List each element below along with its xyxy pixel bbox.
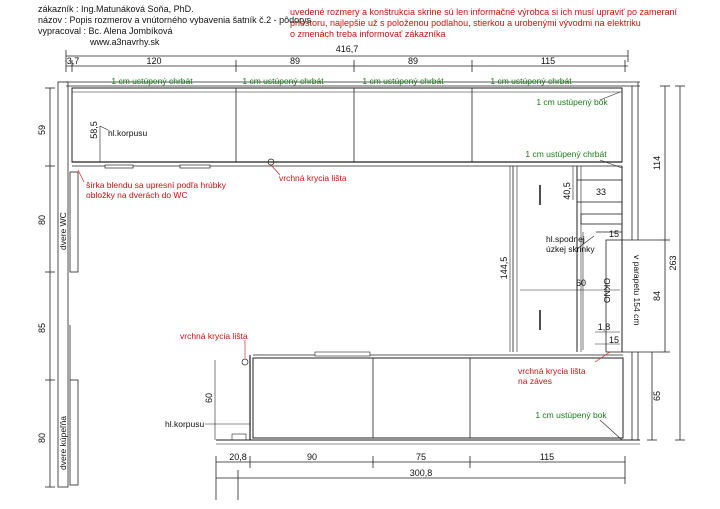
dim-bot60: 60 — [204, 392, 214, 404]
dim-right-65: 65 — [652, 390, 662, 402]
dim-top-seg-1: 120 — [146, 56, 162, 66]
notice-line-3: o zmenách treba informovať zákazníka — [290, 29, 446, 39]
hl-korpusu-bottom-label: hl.korpusu — [165, 419, 205, 429]
dim-bottom-seg-3: 75 — [415, 452, 427, 462]
dim-r60: 60 — [575, 278, 587, 288]
notice-line-2: priestoru, najlepšie už s položenou podlahou, stierkou a urobenými vývodmi na elektriku — [290, 18, 641, 28]
lista-zaves-note-2: na záves — [518, 376, 553, 386]
dim-bottom-seg-1: 20,8 — [229, 452, 247, 462]
title-line: názov : Popis rozmerov a vnútorného vybavenia šatník č.2 - pôdorys — [38, 15, 312, 25]
dim-left-4: 80 — [37, 432, 47, 444]
lista-zaves-note-1: vrchná krycia lišta — [518, 366, 586, 376]
side-top-label: 1 cm ustúpený bok — [536, 97, 608, 107]
door-bathroom — [70, 380, 78, 485]
okno-label: OKNO — [602, 278, 612, 304]
dim-top-total: 416,7 — [335, 44, 359, 54]
author-line: vypracoval : Bc. Alena Jombíková — [38, 26, 173, 36]
dim-bottom-seg-4: 115 — [539, 452, 555, 462]
lista-top-note: vrchná krycia lišta — [279, 173, 347, 183]
dim-right-84: 84 — [652, 290, 662, 302]
back-label-3: 1 cm ustúpený chrbát — [362, 76, 444, 86]
dim-bottom-total: 300,8 — [409, 468, 433, 478]
dim-left-2: 80 — [37, 214, 47, 226]
dim-r18: 1,8 — [597, 322, 611, 332]
dim-left-3: 85 — [37, 322, 47, 334]
door-wc — [70, 172, 78, 272]
dim-r40: 40,5 — [562, 182, 572, 200]
lista-bottom-note: vrchná krycia lišta — [180, 331, 248, 341]
back-label-1: 1 cm ustúpený chrbát — [111, 76, 193, 86]
parapet-label: v parapetu 154 cm — [632, 255, 642, 326]
door-bathroom-label: dvere kúpeľňa — [58, 416, 68, 470]
web-line: www.a3navrhy.sk — [90, 37, 160, 47]
blend-note-2: obložky na dverách do WC — [86, 190, 188, 200]
dim-right-114: 114 — [652, 155, 662, 171]
dim-r15b: 15 — [608, 335, 620, 345]
dim-inner-58: 58,5 — [89, 121, 99, 139]
dim-r33: 33 — [595, 187, 607, 197]
hl-spodnej-label-2: úzkej skrinky — [546, 244, 595, 254]
back-right-label: 1 cm ustúpený chrbát — [525, 149, 607, 159]
back-label-4: 1 cm ustúpený chrbát — [490, 76, 572, 86]
hl-spodnej-label-1: hl.spodnej — [546, 234, 585, 244]
dim-r144: 144,5 — [499, 256, 509, 280]
hl-korpusu-label: hl.korpusu — [108, 128, 148, 138]
dim-top-seg-2: 89 — [289, 56, 301, 66]
side-bottom-label: 1 cm ustúpený bok — [535, 410, 607, 420]
dim-top-seg-4: 115 — [540, 56, 556, 66]
notice-line-1: uvedené rozmery a konštrukcia skrine sú len informačné výrobca si ich musí upraviť po zameraní — [290, 7, 678, 17]
back-label-2: 1 cm ustúpený chrbát — [242, 76, 324, 86]
dim-top-left: 3,7 — [66, 56, 80, 66]
dim-top-seg-3: 89 — [407, 56, 419, 66]
client-line: zákazník : Ing.Matunáková Soňa, PhD. — [38, 4, 194, 14]
dim-r15a: 15 — [608, 229, 620, 239]
dim-left-1: 59 — [37, 124, 47, 136]
dim-bottom-seg-2: 90 — [306, 452, 318, 462]
dim-right-263: 263 — [668, 255, 678, 271]
door-wc-label: dvere WC — [58, 212, 68, 250]
blend-note-1: šírka blendu sa upresní podľa hrúbky — [86, 180, 226, 190]
